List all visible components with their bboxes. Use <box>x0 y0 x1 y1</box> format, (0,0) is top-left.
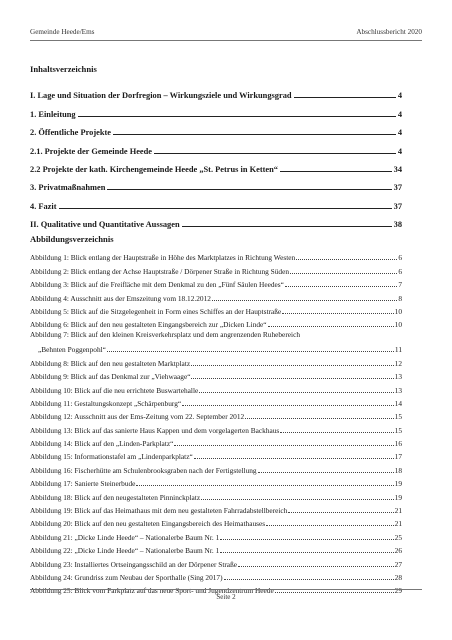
figure-entry-page: 21 <box>394 519 402 529</box>
figure-dot-leader <box>288 512 393 513</box>
toc-entry-label: II. Qualitative und Quantitative Aussagen <box>30 220 180 230</box>
figure-entry-page: 19 <box>394 479 402 489</box>
table-of-contents <box>30 82 402 229</box>
figure-entry[interactable] <box>30 303 402 316</box>
figure-entry-label: Abbildung 8: Blick auf den neu gestalteten Marktplatz <box>30 358 191 368</box>
figure-entry[interactable] <box>30 316 402 329</box>
figure-entry-label: Abbildung 20: Blick auf den neu gestalteten Eingangsbereich des Heimathauses <box>30 519 266 529</box>
header-right: Abschlussbericht 2020 <box>356 28 422 36</box>
figure-dot-leader <box>174 445 393 446</box>
figure-dot-leader <box>266 525 394 526</box>
figure-entry[interactable] <box>30 542 402 555</box>
header-rule <box>30 40 422 41</box>
figure-entry[interactable] <box>30 368 402 381</box>
figure-entry-label: Abbildung 21: „Dicke Linde Heede“ – Nationalerbe Baum Nr. 1 <box>30 532 220 542</box>
toc-entry-label: I. Lage und Situation der Dorfregion – Wirkungsziele und Wirkungsgrad <box>30 91 292 101</box>
figure-entry-page: 13 <box>394 372 402 382</box>
toc-entry-label: 2.1. Projekte der Gemeinde Heede <box>30 146 153 156</box>
figure-entry-label: Abbildung 19: Blick auf das Heimathaus mit dem neu gestalteten Fahrradabstellbereich <box>30 506 288 516</box>
figure-entry-label: Abbildung 4: Ausschnitt aus der Emszeitung vom 18.12.2012 <box>30 293 211 303</box>
figure-entry[interactable] <box>30 354 402 367</box>
figure-dot-leader <box>224 579 394 580</box>
figure-dot-leader <box>290 273 397 274</box>
figure-entry-label: Abbildung 5: Blick auf die Sitzgelegenheit in Form eines Schiffes an der Hauptstraße <box>30 306 282 316</box>
figure-dot-leader <box>245 418 393 419</box>
figure-entry-label: Abbildung 17: Sanierte Steinerbude <box>30 479 136 489</box>
figure-entry[interactable] <box>30 289 402 302</box>
toc-leader-line <box>154 153 396 154</box>
figure-entry-label: Abbildung 13: Blick auf das sanierte Haus Kappen und dem vorgelagerten Backhaus <box>30 425 280 435</box>
figure-entry-page: 15 <box>394 425 402 435</box>
figure-entry-page: 10 <box>394 320 402 330</box>
figure-entry-label: Abbildung 15: Informationstafel am „Lindenparkplatz“ <box>30 452 193 462</box>
figure-entry-label: Abbildung 18: Blick auf den neugestalteten Pinninckplatz <box>30 492 201 502</box>
figure-entry-page: 6 <box>398 266 402 276</box>
toc-entry-page: 4 <box>397 146 402 156</box>
figure-entry-line[interactable]: Abbildung 7: Blick auf den kleinen Kreisverkehrsplatz und dem angrenzenden Ruhebereich <box>30 330 300 340</box>
figure-entry-page: 10 <box>394 306 402 316</box>
toc-entry[interactable] <box>30 82 402 100</box>
figure-dot-leader <box>296 259 397 260</box>
figure-dot-leader <box>194 458 394 459</box>
toc-entry[interactable] <box>30 211 402 229</box>
figure-entry-label: Abbildung 1: Blick entlang der Hauptstraße in Höhe des Marktplatzes in Richtung Westen <box>30 253 296 263</box>
figure-dot-leader <box>258 472 394 473</box>
figure-entry-label: Abbildung 16: Fischerhütte am Schulenbrooksgraben nach der Fertigstellung <box>30 465 257 475</box>
list-of-figures <box>30 249 402 595</box>
figure-entry-page: 21 <box>394 506 402 516</box>
figure-entry-page: 19 <box>394 492 402 502</box>
toc-entry-page: 4 <box>397 128 402 138</box>
figure-entry-page: 8 <box>398 293 402 303</box>
figure-entry-page: 16 <box>394 439 402 449</box>
figure-entry[interactable] <box>30 569 402 582</box>
page-header <box>30 28 422 40</box>
figure-entry-page: 12 <box>394 358 402 368</box>
figure-dot-leader <box>285 286 397 287</box>
figure-entry[interactable] <box>30 421 402 434</box>
toc-leader-line <box>294 97 396 98</box>
figure-entry-label-cont: „Behnten Poggenpohl“ <box>38 345 106 355</box>
figure-entry[interactable] <box>30 528 402 541</box>
page-number: Seite 2 <box>216 593 236 601</box>
toc-leader-line <box>113 134 396 135</box>
figure-entry[interactable] <box>30 515 402 528</box>
figure-entry-page: 13 <box>394 385 402 395</box>
toc-entry[interactable] <box>30 174 402 192</box>
figure-entry-label: Abbildung 2: Blick entlang der Achse Hauptstraße / Dörpener Straße in Richtung Süden <box>30 266 290 276</box>
toc-entry[interactable] <box>30 192 402 210</box>
figure-dot-leader <box>220 539 393 540</box>
figure-dot-leader <box>220 552 393 553</box>
figure-entry-page: 14 <box>394 398 402 408</box>
figure-dot-leader <box>201 499 394 500</box>
figure-entry-page: 17 <box>394 452 402 462</box>
toc-entry-label: 2. Öffentliche Projekte <box>30 128 112 138</box>
figure-entry-label: Abbildung 24: Grundriss zum Neubau der Sporthalle (Sing 2017) <box>30 572 223 582</box>
figure-entry-label: Abbildung 23: Installiertes Ortseingangsschild an der Dörpener Straße <box>30 559 238 569</box>
figure-entry-page: 29 <box>394 586 402 596</box>
figure-entry-label: Abbildung 22: „Dicke Linde Heede“ – Nationalerbe Baum Nr. 1 <box>30 546 220 556</box>
figure-dot-leader <box>212 300 397 301</box>
figure-dot-leader <box>238 566 394 567</box>
figure-entry-page: 7 <box>398 280 402 290</box>
toc-entry-label: 4. Fazit <box>30 201 57 211</box>
figure-entry[interactable] <box>30 408 402 421</box>
figure-entry-label: Abbildung 25: Blick vom Parkplatz auf das neue Sport- und Jugendzentrum Heede <box>30 586 274 596</box>
toc-entry[interactable] <box>30 100 402 118</box>
figure-entry-page: 11 <box>394 345 402 355</box>
figure-dot-leader <box>282 313 394 314</box>
figure-entry-page: 18 <box>394 465 402 475</box>
toc-leader-line <box>78 116 396 117</box>
figure-entry[interactable] <box>30 475 402 488</box>
figures-title: Abbildungsverzeichnis <box>30 234 114 244</box>
figure-entry-label: Abbildung 9: Blick auf das Denkmal zur „Viehwaage“ <box>30 372 191 382</box>
toc-leader-line <box>107 189 391 190</box>
toc-entry[interactable] <box>30 119 402 137</box>
toc-title: Inhaltsverzeichnis <box>30 64 97 74</box>
figure-dot-leader <box>136 485 393 486</box>
figure-entry[interactable] <box>30 262 402 275</box>
figure-entry-label: Abbildung 14: Blick auf den „Linden-Parkplatz“ <box>30 439 174 449</box>
toc-entry-label: 3. Privatmaßnahmen <box>30 183 106 193</box>
toc-entry-page: 37 <box>393 183 402 193</box>
figure-entry-label: Abbildung 10: Blick auf die neu errichtete Buswartehalle <box>30 385 199 395</box>
header-left: Gemeinde Heede/Ems <box>30 28 95 36</box>
figure-entry-page: 27 <box>394 559 402 569</box>
figure-entry[interactable] <box>30 448 402 461</box>
figure-dot-leader <box>191 365 394 366</box>
figure-entry[interactable] <box>30 435 402 448</box>
figure-entry[interactable] <box>30 249 402 262</box>
figure-dot-leader <box>268 326 394 327</box>
figure-dot-leader <box>182 405 394 406</box>
toc-entry-page: 4 <box>397 109 402 119</box>
figure-entry-page: 6 <box>398 253 402 263</box>
figure-entry[interactable] <box>30 381 402 394</box>
toc-leader-line <box>59 208 392 209</box>
figure-entry-page: 28 <box>394 572 402 582</box>
figure-entry-label: Abbildung 3: Blick auf die Freifläche mit dem Denkmal zu den „Fünf Säulen Heedes“ <box>30 280 284 290</box>
toc-entry-page: 37 <box>393 201 402 211</box>
figure-dot-leader <box>199 392 393 393</box>
figure-entry-label: Abbildung 12: Ausschnitt aus der Ems-Zeitung vom 22. September 2012 <box>30 412 245 422</box>
toc-entry-label: 1. Einleitung <box>30 109 76 119</box>
figure-entry[interactable] <box>30 461 402 474</box>
toc-entry-page: 4 <box>397 91 402 101</box>
figure-dot-leader <box>107 351 394 352</box>
figure-dot-leader <box>280 432 393 433</box>
figure-entry-page: 26 <box>394 546 402 556</box>
toc-entry-page: 34 <box>393 164 402 174</box>
figure-entry-label: Abbildung 6: Blick auf den neu gestalteten Eingangsbereich zur „Dicken Linde“ <box>30 320 267 330</box>
toc-leader-line <box>280 171 392 172</box>
figure-entry-label: Abbildung 11: Gestaltungskonzept „Schärpenburg“ <box>30 398 182 408</box>
figure-entry-page: 25 <box>394 532 402 542</box>
toc-entry-page: 38 <box>393 220 402 230</box>
figure-entry-page: 15 <box>394 412 402 422</box>
figure-entry[interactable] <box>30 488 402 501</box>
toc-leader-line <box>182 226 392 227</box>
footer-rule <box>30 589 422 590</box>
figure-entry[interactable] <box>30 395 402 408</box>
figure-entry[interactable] <box>30 276 402 289</box>
toc-entry[interactable] <box>30 156 402 174</box>
toc-entry[interactable] <box>30 137 402 155</box>
toc-entry-label: 2.2 Projekte der kath. Kirchengemeinde Heede „St. Petrus in Ketten“ <box>30 164 278 174</box>
figure-dot-leader <box>191 378 393 379</box>
figure-entry[interactable] <box>30 555 402 568</box>
figure-entry-continuation[interactable] <box>30 341 402 354</box>
figure-entry[interactable] <box>30 502 402 515</box>
